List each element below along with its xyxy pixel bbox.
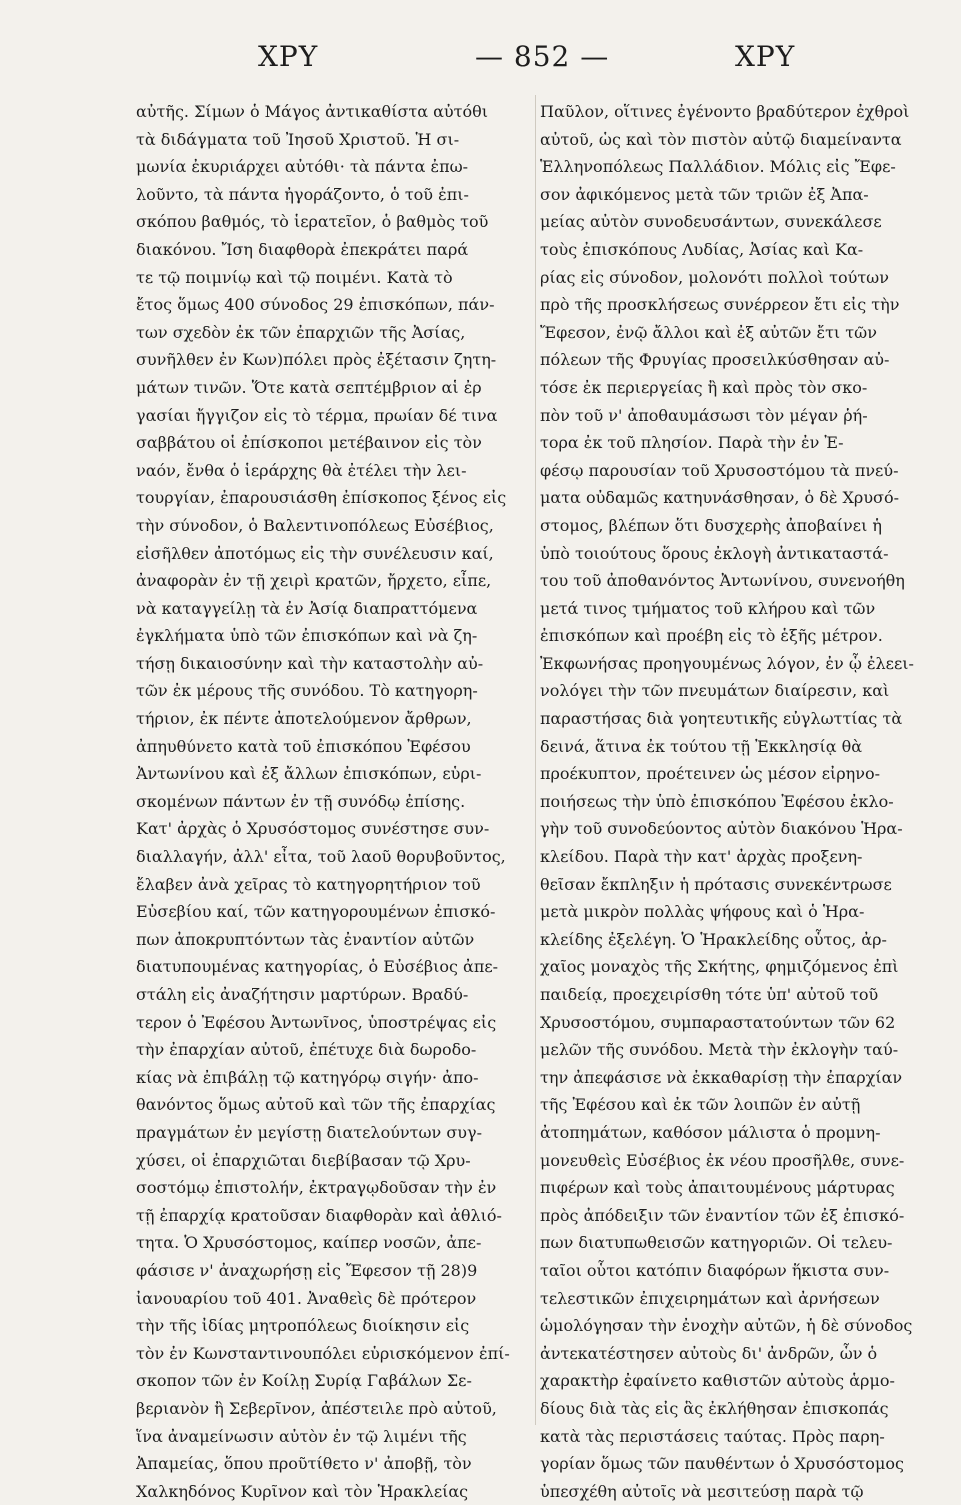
text-line: τῆς Ἐφέσου καὶ ἐκ τῶν λοιπῶν ἐν αὐτῇ <box>540 1095 861 1115</box>
text-line: πόλεων τῆς Φρυγίας προσειλκύσθησαν αὐ- <box>540 350 890 370</box>
text-line: ταῖοι οὗτοι κατόπιν διαφόρων ἥκιστα συν- <box>540 1260 890 1280</box>
text-line: ἰανουαρίου τοῦ 401. Ἀναθεὶς δὲ πρότερον <box>136 1288 477 1308</box>
text-line: πρὸ τῆς προσκλήσεως συνέρρεον ἔτι εἰς τὴν <box>540 295 900 315</box>
text-line: διαλλαγήν, ἀλλ' εἶτα, τοῦ λαοῦ θορυβοῦντος, <box>136 847 506 867</box>
text-line: τε τῷ ποιμνίῳ καὶ τῷ ποιμένι. Κατὰ τὸ <box>136 267 453 287</box>
text-line: σοστόμῳ ἐπιστολήν, ἐκτραγῳδοῦσαν τὴν ἐν <box>136 1178 497 1198</box>
text-line: Χρυσοστόμου, συμπαραστατούντων τῶν 62 <box>540 1012 896 1032</box>
text-line: θεῖσαν ἔκπληξιν ἡ πρότασις συνεκέντρωσε <box>540 874 892 894</box>
text-line: χαῖος μοναχὸς τῆς Σκήτης, φημιζόμενος ἐπὶ <box>540 957 899 977</box>
text-line: λοῦντο, τὰ πάντα ἠγοράζοντο, ὁ τοῦ ἐπι- <box>136 184 469 204</box>
text-line: ἀντεκατέστησεν αὐτοὺς δι' ἀνδρῶν, ὧν ὁ <box>540 1343 878 1363</box>
text-line: μάτων τινῶν. Ὅτε κατὰ σεπτέμβριον αἱ ἐρ <box>136 377 482 397</box>
text-line: γορίαν ὅμως τῶν παυθέντων ὁ Χρυσόστομος <box>540 1454 904 1474</box>
text-line: σκοπον τῶν ἐν Κοίλῃ Συρίᾳ Γαβάλων Σε- <box>136 1371 472 1391</box>
text-line: μείας αὐτὸν συνοδευσάντων, συνεκάλεσε <box>540 212 882 232</box>
text-line: ποιήσεως τὴν ὑπὸ ἐπισκόπου Ἐφέσου ἐκλο- <box>540 791 894 811</box>
text-line: τὰ διδάγματα τοῦ Ἰησοῦ Χριστοῦ. Ἡ σι- <box>136 129 460 149</box>
text-line: σκομένων πάντων ἐν τῇ συνόδῳ ἐπίσης. <box>136 791 466 811</box>
text-line: τορα ἐκ τοῦ πλησίον. Παρὰ τὴν ἐν Ἐ- <box>540 433 844 453</box>
text-line: τῇ ἐπαρχίᾳ κρατοῦσαν διαφθορὰν καὶ ἀθλιό- <box>136 1205 502 1225</box>
text-line: ὡμολόγησαν τὴν ἐνοχὴν αὐτῶν, ἡ δὲ σύνοδος <box>540 1316 913 1336</box>
text-line: αὐτοῦ, ὡς καὶ τὸν πιστὸν αὐτῷ διαμείναντα <box>540 129 902 149</box>
text-line: ἀτοπημάτων, καθόσον μάλιστα ὁ προμνη- <box>540 1122 881 1142</box>
text-line: χαρακτὴρ ἐφαίνετο καθιστῶν αὐτοὺς ἁρμο- <box>540 1371 895 1391</box>
text-line: τουργίαν, ἐπαρουσιάσθη ἐπίσκοπος ξένος εἰς <box>136 488 507 508</box>
text-line: Ἀντωνίνου καὶ ἐξ ἄλλων ἐπισκόπων, εὑρι- <box>136 764 482 784</box>
text-line: Κατ' ἀρχὰς ὁ Χρυσόστομος συνέστησε συν- <box>136 819 490 839</box>
text-line: νολόγει τὴν τῶν πνευμάτων διαίρεσιν, καὶ <box>540 681 890 701</box>
text-line: δεινά, ἅτινα ἐκ τούτου τῇ Ἐκκλησίᾳ θὰ <box>540 736 863 756</box>
text-line: ἔλαβεν ἀνὰ χεῖρας τὸ κατηγορητήριον τοῦ <box>136 874 481 894</box>
text-line: φέσῳ παρουσίαν τοῦ Χρυσοστόμου τὰ πνεύ- <box>540 460 899 480</box>
text-line: ἀναφορὰν ἐν τῇ χειρὶ κρατῶν, ἤρχετο, εἶπε, <box>136 571 492 591</box>
text-line: μετὰ μικρὸν πολλὰς ψήφους καὶ ὁ Ἡρα- <box>540 902 865 922</box>
text-line: Ἔφεσον, ἐνῷ ἄλλοι καὶ ἐξ αὐτῶν ἔτι τῶν <box>540 322 877 342</box>
text-line: ρίας εἰς σύνοδον, μολονότι πολλοὶ τούτων <box>540 267 889 287</box>
text-line: τήσῃ δικαιοσύνην καὶ τὴν καταστολὴν αὐ- <box>136 653 484 673</box>
text-line: μετά τινος τμήματος τοῦ κλήρου καὶ τῶν <box>540 598 876 618</box>
text-line: τοὺς ἐπισκόπους Λυδίας, Ἀσίας καὶ Κα- <box>540 239 864 259</box>
text-line: κίας νὰ ἐπιβάλῃ τῷ κατηγόρῳ σιγήν· ἀπο- <box>136 1067 479 1087</box>
text-line: ὑπεσχέθη αὐτοῖς νὰ μεσιτεύσῃ παρὰ τῷ <box>540 1481 864 1501</box>
text-line: πων ἀποκρυπτόντων τὰς ἐναντίον αὐτῶν <box>136 929 475 949</box>
text-line: ἵνα ἀναμείνωσιν αὐτὸν ἐν τῷ λιμένι τῆς <box>136 1426 467 1446</box>
text-line: ματα οὐδαμῶς κατηυνάσθησαν, ὁ δὲ Χρυσό- <box>540 488 900 508</box>
text-line: ὑπὸ τοιούτους ὅρους ἐκλογὴ ἀντικαταστά- <box>540 543 889 563</box>
right-text-column <box>540 98 958 1505</box>
text-line: συνῆλθεν ἐν Κων)πόλει πρὸς ἐξέτασιν ζητη- <box>136 350 497 370</box>
text-line: γασίαι ἤγγιζον εἰς τὸ τέρμα, πρωίαν δέ τινα <box>136 405 498 425</box>
text-line: Ἑλληνοπόλεως Παλλάδιον. Μόλις εἰς Ἔφε- <box>540 157 896 177</box>
column-divider <box>535 95 536 1425</box>
text-line: κλείδης ἐξελέγη. Ὁ Ἡρακλείδης οὗτος, ἀρ- <box>540 929 887 949</box>
text-line: εἰσῆλθεν ἀποτόμως εἰς τὴν συνέλευσιν καί, <box>136 543 494 563</box>
text-line: ἀπηυθύνετο κατὰ τοῦ ἐπισκόπου Ἐφέσου <box>136 736 471 756</box>
running-head-left: ΧΡΥ <box>258 40 319 73</box>
text-line: μελῶν τῆς συνόδου. Μετὰ τὴν ἐκλογὴν ταύ- <box>540 1040 899 1060</box>
text-line: διατυπουμένας κατηγορίας, ὁ Εὐσέβιος ἀπε- <box>136 957 499 977</box>
text-line: μωνία ἐκυριάρχει αὐτόθι· τὰ πάντα ἐπω- <box>136 157 469 177</box>
text-line: πων διατυπωθεισῶν κατηγοριῶν. Οἱ τελευ- <box>540 1233 893 1253</box>
text-line: τὴν σύνοδον, ὁ Βαλεντινοπόλεως Εὐσέβιος, <box>136 515 494 535</box>
text-line: χύσει, οἱ ἐπαρχιῶται διεβίβασαν τῷ Χρυ- <box>136 1150 471 1170</box>
text-line: πρὸς ἀπόδειξιν τῶν ἐναντίον τῶν ἐξ ἐπισκό- <box>540 1205 905 1225</box>
text-line: τητα. Ὁ Χρυσόστομος, καίπερ νοσῶν, ἀπε- <box>136 1233 482 1253</box>
text-line: των σχεδὸν ἐκ τῶν ἐπαρχιῶν τῆς Ἀσίας, <box>136 322 466 342</box>
text-line: ἐπισκόπων καὶ προέβη εἰς τὸ ἑξῆς μέτρον. <box>540 626 883 646</box>
text-line: τήριον, ἐκ πέντε ἀποτελούμενον ἄρθρων, <box>136 709 472 729</box>
text-line: φάσισε ν' ἀναχωρήσῃ εἰς Ἔφεσον τῇ 28)9 <box>136 1260 478 1280</box>
running-head-right: ΧΡΥ <box>735 40 796 73</box>
text-line: βεριανὸν ἢ Σεβερῖνον, ἀπέστειλε πρὸ αὐτοῦ, <box>136 1398 497 1418</box>
text-line: πραγμάτων ἐν μεγίστῃ διατελούντων συγ- <box>136 1122 482 1142</box>
text-line: τὴν τῆς ἰδίας μητροπόλεως διοίκησιν εἰς <box>136 1316 470 1336</box>
text-line: Παῦλον, οἵτινες ἐγένοντο βραδύτερον ἐχθροὶ <box>540 102 910 121</box>
text-line: σκόπου βαθμός, τὸ ἱερατεῖον, ὁ βαθμὸς τοῦ <box>136 212 489 232</box>
text-line: διακόνου. Ἴση διαφθορὰ ἐπεκράτει παρά <box>136 239 469 259</box>
text-line: τὴν ἐπαρχίαν αὐτοῦ, ἐπέτυχε διὰ δωροδο- <box>136 1040 477 1060</box>
text-line: τόσε ἐκ περιεργείας ἢ καὶ πρὸς τὸν σκο- <box>540 377 868 397</box>
text-line: πιφέρων καὶ τοὺς ἀπαιτουμένους μάρτυρας <box>540 1178 895 1198</box>
text-line: του τοῦ ἀποθανόντος Ἀντωνίνου, συνενοήθη <box>540 571 905 591</box>
text-line: παιδείᾳ, προεχειρίσθη τότε ὑπ' αὐτοῦ τοῦ <box>540 985 879 1004</box>
text-line: Ἀπαμείας, ὅπου προῦτίθετο ν' ἀποβῇ, τὸν <box>136 1454 472 1474</box>
text-line: Ἐκφωνήσας προηγουμένως λόγον, ἐν ᾧ ἐλεει- <box>540 653 914 673</box>
text-line: ναόν, ἔνθα ὁ ἱεράρχης θὰ ἐτέλει τὴν λει- <box>136 460 467 480</box>
text-line: τὸν ἐν Κωνσταντινουπόλει εὑρισκόμενον ἐπί- <box>136 1343 510 1363</box>
page-number: — 852 — <box>475 40 610 73</box>
page-header <box>0 40 961 80</box>
text-line: σον ἀφικόμενος μετὰ τῶν τριῶν ἐξ Ἀπα- <box>540 184 869 204</box>
text-line: νὰ καταγγείλῃ τὰ ἐν Ἀσίᾳ διαπραττόμενα <box>136 598 478 618</box>
text-line: κατὰ τὰς περιστάσεις ταύτας. Πρὸς παρη- <box>540 1426 885 1446</box>
text-line: παραστήσας διὰ γοητευτικῆς εὐγλωττίας τὰ <box>540 709 903 729</box>
text-line: θανόντος ὅμως αὐτοῦ καὶ τῶν τῆς ἐπαρχίας <box>136 1095 496 1115</box>
text-line: τελεστικῶν ἐπιχειρημάτων καὶ ἀρνήσεων <box>540 1288 880 1308</box>
text-line: αὐτῆς. Σίμων ὁ Μάγος ἀντικαθίστα αὐτόθι <box>136 102 489 121</box>
text-line: ἐγκλήματα ὑπὸ τῶν ἐπισκόπων καὶ νὰ ζη- <box>136 626 478 646</box>
text-line: στάλη εἰς ἀναζήτησιν μαρτύρων. Βραδύ- <box>136 985 469 1004</box>
text-line: στομος, βλέπων ὅτι δυσχερὴς ἀποβαίνει ἡ <box>540 515 883 535</box>
text-line: πὸν τοῦ ν' ἀποθαυμάσωσι τὸν μέγαν ῥή- <box>540 405 868 425</box>
left-text-column <box>136 98 532 1505</box>
text-line: δίους διὰ τὰς εἰς ἃς ἐκλήθησαν ἐπισκοπάς <box>540 1398 889 1418</box>
text-line: προέκυπτον, προέτεινεν ὡς μέσον εἰρηνο- <box>540 764 881 784</box>
text-line: μονευθεὶς Εὐσέβιος ἐκ νέου προσῆλθε, συνε- <box>540 1150 905 1170</box>
text-line: τερον ὁ Ἐφέσου Ἀντωνῖνος, ὑποστρέψας εἰς <box>136 1012 497 1032</box>
text-line: την ἀπεφάσισε νὰ ἐκκαθαρίσῃ τὴν ἐπαρχίαν <box>540 1067 903 1087</box>
text-line: τῶν ἐκ μέρους τῆς συνόδου. Τὸ κατηγορη- <box>136 681 478 701</box>
text-line: Εὐσεβίου καί, τῶν κατηγορουμένων ἐπισκό- <box>136 902 496 922</box>
text-line: Χαλκηδόνος Κυρῖνον καὶ τὸν Ἡρακλείας <box>136 1481 469 1501</box>
text-line: ἔτος ὅμως 400 σύνοδος 29 ἐπισκόπων, πάν- <box>136 295 495 315</box>
text-line: γὴν τοῦ συνοδεύοντος αὐτὸν διακόνου Ἡρα- <box>540 819 903 839</box>
text-line: κλείδου. Παρὰ τὴν κατ' ἀρχὰς προξενη- <box>540 847 863 867</box>
text-line: σαββάτου οἱ ἐπίσκοποι μετέβαινον εἰς τὸν <box>136 433 482 453</box>
